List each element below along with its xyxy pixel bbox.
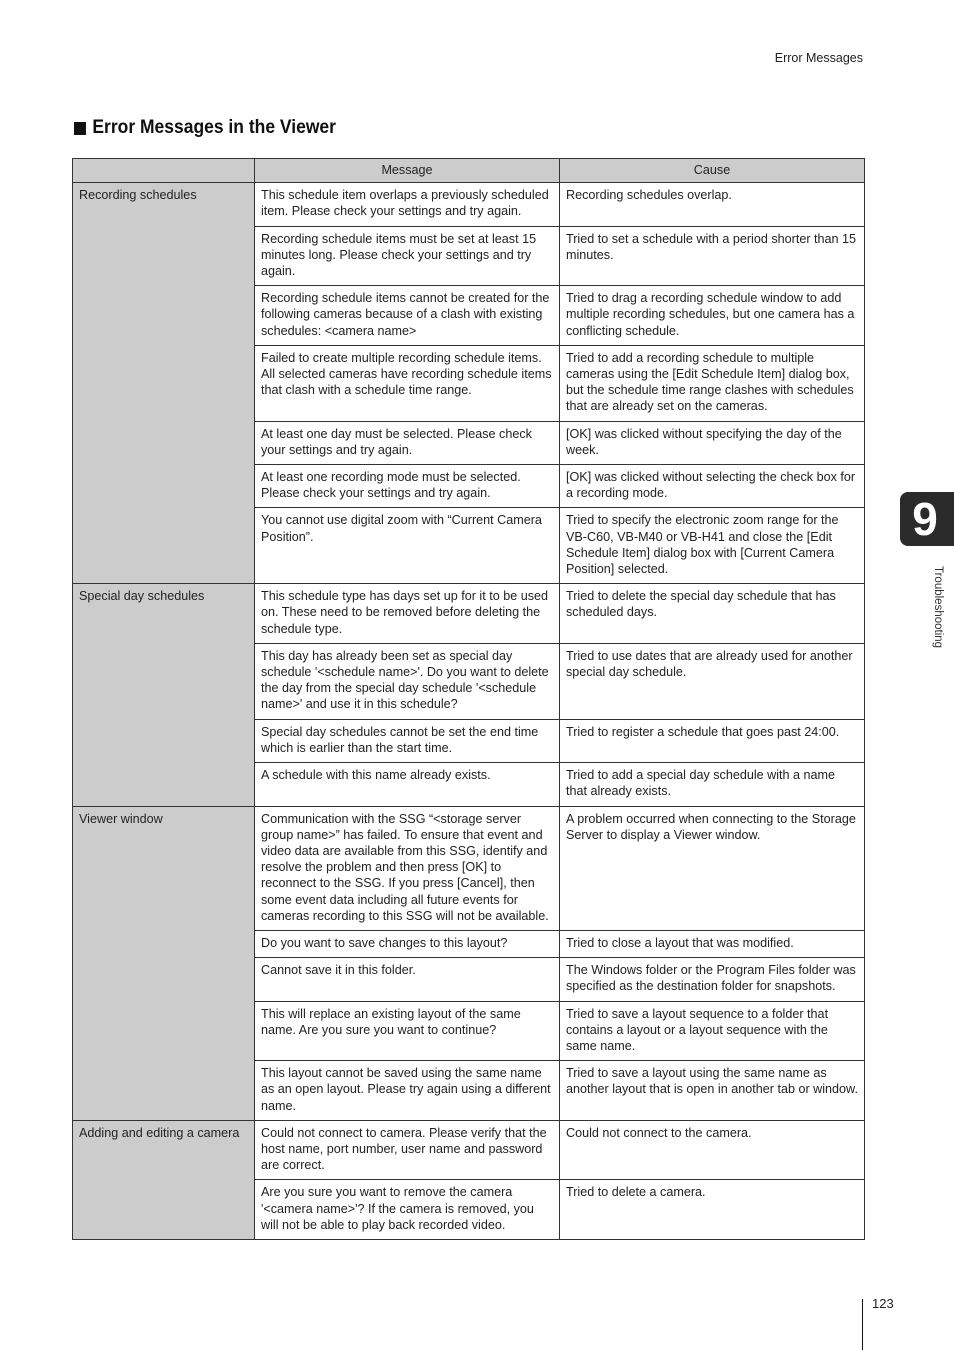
cause-cell: Tried to save a layout sequence to a folder that contains a layout or a layout sequence with the same name. — [560, 1001, 865, 1061]
column-header-message: Message — [255, 159, 560, 183]
cause-cell: Tried to add a recording schedule to multiple cameras using the [Edit Schedule Item] dialog box, but the schedule time range clashes with schedules that are already set on the cameras. — [560, 345, 865, 421]
cause-cell: Tried to drag a recording schedule window to add multiple recording schedules, but one camera has a conflicting schedule. — [560, 286, 865, 346]
message-cell: This day has already been set as special day schedule '<schedule name>'. Do you want to delete the day from the special day schedule '<schedule name>' and use it in this schedule? — [255, 643, 560, 719]
category-cell: Recording schedules — [73, 183, 255, 584]
message-cell: This schedule item overlaps a previously scheduled item. Please check your settings and try again. — [255, 183, 560, 226]
table-body — [73, 183, 865, 1240]
cause-cell: Tried to specify the electronic zoom range for the VB-C60, VB-M40 or VB-H41 and close the [Edit Schedule Item] dialog box with [Current Camera Position] selected. — [560, 508, 865, 584]
table-header-row — [73, 159, 865, 183]
cause-cell: A problem occurred when connecting to the Storage Server to display a Viewer window. — [560, 806, 865, 930]
message-cell: This layout cannot be saved using the same name as an open layout. Please try again using a different name. — [255, 1061, 560, 1121]
page-number-rule — [862, 1299, 863, 1350]
message-cell: You cannot use digital zoom with “Current Camera Position”. — [255, 508, 560, 584]
chapter-tab: 9 — [900, 492, 954, 546]
message-cell: Do you want to save changes to this layout? — [255, 930, 560, 957]
category-cell: Adding and editing a camera — [73, 1120, 255, 1239]
message-cell: At least one recording mode must be selected. Please check your settings and try again. — [255, 465, 560, 508]
page-number: 123 — [872, 1296, 894, 1311]
message-cell: Failed to create multiple recording schedule items. All selected cameras have recording schedule items that clash with a schedule time range. — [255, 345, 560, 421]
cause-cell: Could not connect to the camera. — [560, 1120, 865, 1180]
table-row — [73, 183, 865, 226]
message-cell: A schedule with this name already exists. — [255, 763, 560, 806]
cause-cell: Tried to register a schedule that goes past 24:00. — [560, 719, 865, 762]
error-messages-table — [72, 158, 865, 1240]
section-title-text: Error Messages in the Viewer — [92, 117, 336, 138]
cause-cell: Tried to use dates that are already used for another special day schedule. — [560, 643, 865, 719]
message-cell: Communication with the SSG “<storage server group name>” has failed. To ensure that event and video data are available from this SSG, identify and resolve the problem and then press [OK] to reconnect to the SSG. If you press [Cancel], then some event data including all future events for cameras recording to this SSG will not be available. — [255, 806, 560, 930]
message-cell: At least one day must be selected. Please check your settings and try again. — [255, 421, 560, 464]
message-cell: Recording schedule items cannot be created for the following cameras because of a clash with existing schedules: <camera name> — [255, 286, 560, 346]
running-header: Error Messages — [774, 51, 863, 65]
column-header-category — [73, 159, 255, 183]
message-cell: This schedule type has days set up for it to be used on. These need to be removed before deleting the schedule type. — [255, 584, 560, 644]
cause-cell: Tried to save a layout using the same name as another layout that is open in another tab or window. — [560, 1061, 865, 1121]
table-row — [73, 584, 865, 644]
section-title — [74, 117, 336, 139]
square-bullet-icon — [74, 122, 86, 135]
message-cell: Cannot save it in this folder. — [255, 958, 560, 1001]
column-header-cause: Cause — [560, 159, 865, 183]
cause-cell: Tried to delete the special day schedule that has scheduled days. — [560, 584, 865, 644]
cause-cell: Tried to set a schedule with a period shorter than 15 minutes. — [560, 226, 865, 286]
message-cell: Special day schedules cannot be set the end time which is earlier than the start time. — [255, 719, 560, 762]
table-row — [73, 806, 865, 930]
cause-cell: Tried to add a special day schedule with a name that already exists. — [560, 763, 865, 806]
cause-cell: Tried to delete a camera. — [560, 1180, 865, 1240]
category-cell: Viewer window — [73, 806, 255, 1120]
cause-cell: [OK] was clicked without specifying the day of the week. — [560, 421, 865, 464]
message-cell: Recording schedule items must be set at least 15 minutes long. Please check your settings and try again. — [255, 226, 560, 286]
cause-cell: Recording schedules overlap. — [560, 183, 865, 226]
chapter-side-label: Troubleshooting — [932, 566, 944, 649]
message-cell: Could not connect to camera. Please verify that the host name, port number, user name and password are correct. — [255, 1120, 560, 1180]
category-cell: Special day schedules — [73, 584, 255, 806]
message-cell: Are you sure you want to remove the camera '<camera name>'? If the camera is removed, you will not be able to play back recorded video. — [255, 1180, 560, 1240]
cause-cell: The Windows folder or the Program Files folder was specified as the destination folder for snapshots. — [560, 958, 865, 1001]
cause-cell: [OK] was clicked without selecting the check box for a recording mode. — [560, 465, 865, 508]
cause-cell: Tried to close a layout that was modified. — [560, 930, 865, 957]
message-cell: This will replace an existing layout of the same name. Are you sure you want to continue? — [255, 1001, 560, 1061]
table-row — [73, 1120, 865, 1180]
